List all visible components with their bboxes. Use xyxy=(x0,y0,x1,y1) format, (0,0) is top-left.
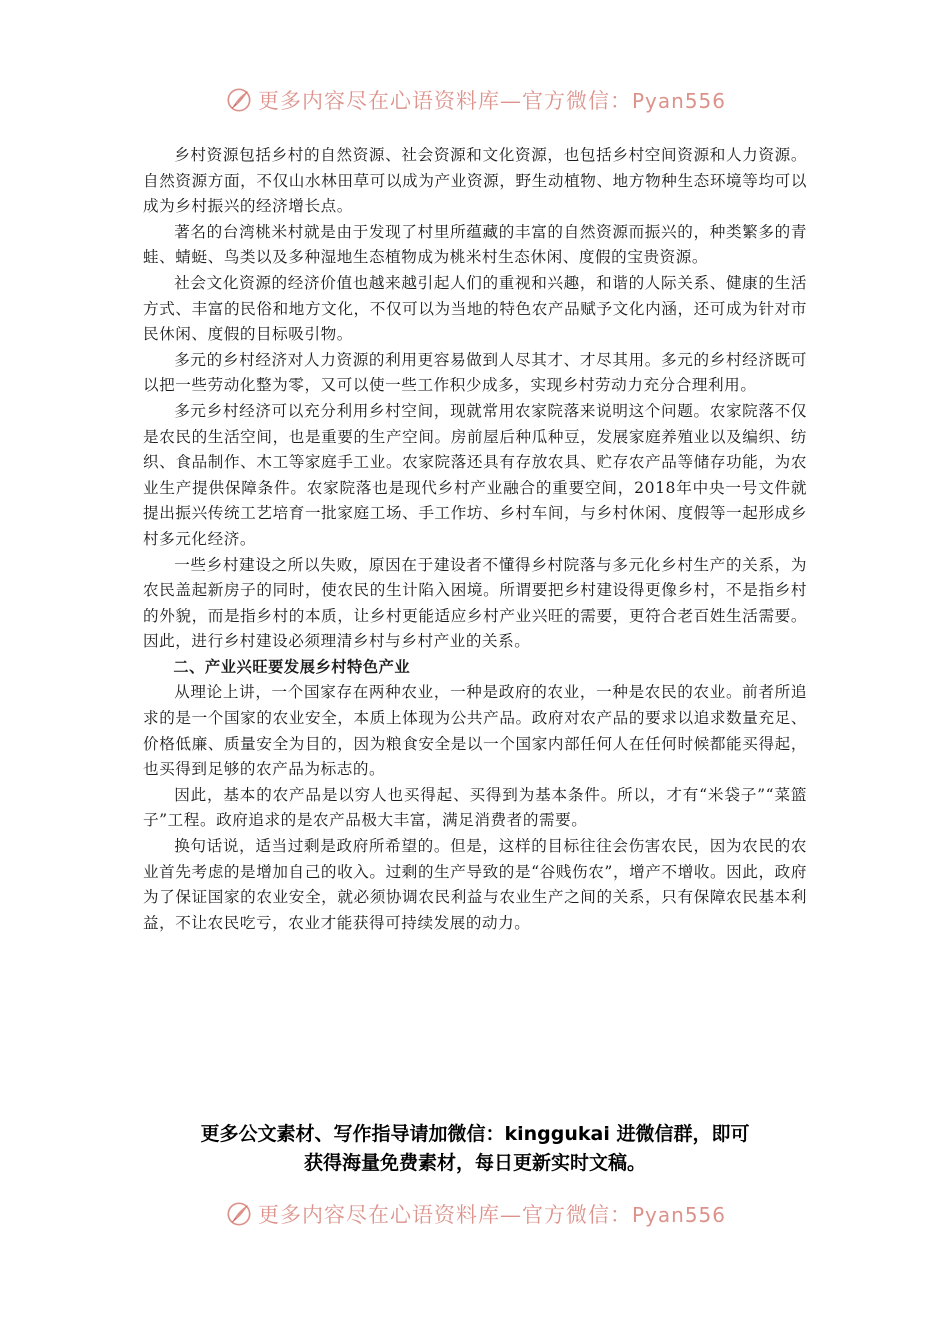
feather-pen-logo-icon xyxy=(226,83,252,117)
paragraph: 一些乡村建设之所以失败，原因在于建设者不懂得乡村院落与多元化乡村生产的关系，为农民盖起新房子的同时，使农民的生计陷入困境。所谓要把乡村建设得更像乡村，不是指乡村的外貌，而是指乡村的本质，让乡村更能适应乡村产业兴旺的需要，更符合老百姓生活需要。因此，进行乡村建设必须理清乡村与乡村产业的关系。 xyxy=(143,555,807,651)
watermark-text xyxy=(258,85,726,115)
watermark-id: Pyan556 xyxy=(631,89,726,113)
watermark-id: Pyan556 xyxy=(631,1203,726,1227)
paragraph: 著名的台湾桃米村就是由于发现了村里所蕴藏的丰富的自然资源而振兴的，种类繁多的青蛙、蜻蜓、鸟类以及多种湿地生态植物成为桃米村生态休闲、度假的宝贵资源。 xyxy=(143,222,807,267)
feather-pen-logo-icon xyxy=(226,1197,252,1231)
paragraph: 从理论上讲，一个国家存在两种农业，一种是政府的农业，一种是农民的农业。前者所追求的是一个国家的农业安全，本质上体现为公共产品。政府对农产品的要求以追求数量充足、价格低廉、质量安全为目的，因为粮食安全是以一个国家内部任何人在任何时候都能买得起，也买得到足够的农产品为标志的。 xyxy=(143,683,807,779)
promo-line-2: 获得海量免费素材，每日更新实时文稿。 xyxy=(303,1152,646,1174)
article-body xyxy=(143,143,807,936)
paragraph: 多元乡村经济可以充分利用乡村空间，现就常用农家院落来说明这个问题。农家院落不仅是农民的生活空间，也是重要的生产空间。房前屋后种瓜种豆，发展家庭养殖业以及编织、纺织、食品制作、木工等家庭手工业。农家院落还具有存放农具、贮存农产品等储存功能，为农业生产提供保障条件。农家院落也是现代乡村产业融合的重要空间，2018年中央一号文件就提出振兴传统工艺培育一批家庭工场、手工作坊、乡村车间，与乡村休闲、度假等一起形成乡村多元化经济。 xyxy=(143,401,807,548)
header-watermark xyxy=(226,80,726,120)
section-heading: 二、产业兴旺要发展乡村特色产业 xyxy=(173,657,411,676)
promo-line-1: 更多公文素材、写作指导请加微信：kinggukai 进微信群，即可 xyxy=(200,1123,750,1145)
paragraph: 因此，基本的农产品是以穷人也买得起、买得到为基本条件。所以，才有“米袋子”“菜篮子”工程。政府追求的是农产品极大丰富，满足消费者的需要。 xyxy=(143,785,807,830)
watermark-prefix: 更多内容尽在心语资料库—官方微信： xyxy=(257,1203,632,1227)
paragraph: 换句话说，适当过剩是政府所希望的。但是，这样的目标往往会伤害农民，因为农民的农业首先考虑的是增加自己的收入。过剩的生产导致的是“谷贱伤农”，增产不增收。因此，政府为了保证国家的农业安全，就必须协调农民利益与农业生产之间的关系，只有保障农民基本利益，不让农民吃亏，农业才能获得可持续发展的动力。 xyxy=(143,837,807,932)
paragraph: 多元的乡村经济对人力资源的利用更容易做到人尽其才、才尽其用。多元的乡村经济既可以把一些劳动化整为零，又可以使一些工作积少成多，实现乡村劳动力充分合理利用。 xyxy=(143,350,807,395)
footer-watermark xyxy=(226,1194,726,1234)
watermark-text xyxy=(258,1199,726,1229)
paragraph: 乡村资源包括乡村的自然资源、社会资源和文化资源，也包括乡村空间资源和人力资源。自然资源方面，不仅山水林田草可以成为产业资源，野生动植物、地方物种生态环境等均可以成为乡村振兴的经济增长点。 xyxy=(143,146,807,216)
promo-notice xyxy=(130,1120,820,1178)
paragraph: 社会文化资源的经济价值也越来越引起人们的重视和兴趣，和谐的人际关系、健康的生活方式、丰富的民俗和地方文化，不仅可以为当地的特色农产品赋予文化内涵，还可成为针对市民休闲、度假的目标吸引物。 xyxy=(143,273,807,344)
watermark-prefix: 更多内容尽在心语资料库—官方微信： xyxy=(257,89,632,113)
